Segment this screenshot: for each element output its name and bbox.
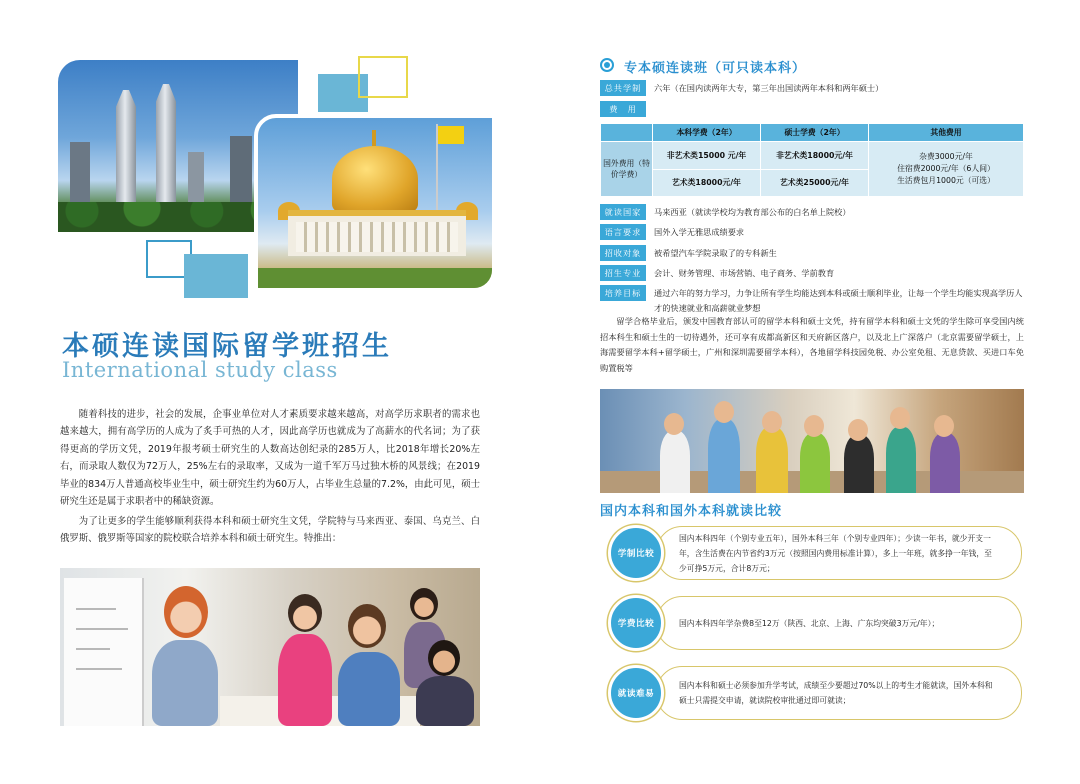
info-label: 招生专业 bbox=[600, 265, 646, 281]
info-row-duration bbox=[600, 80, 1024, 96]
comparison-text: 国内本科四年学杂费8至12万（陕西、北京、上海、广东均突破3万元/年）； bbox=[679, 618, 940, 628]
info-row-goal bbox=[600, 285, 1024, 315]
intro-paragraph-1: 随着科技的进步，社会的发展，企事业单位对人才素质要求越来越高，对高学历求职者的需求也越来越大，拥有高学历的人成为了炙手可热的人才，因此高学历也就成为了高薪水的代名词；为了获得更高的学历文凭，2019年报考硕士研究生的人数高达创纪录的285万人，比2018年增长20%左右，而录取人数仅为72万人，25%左右的录取率，又成为一道千军万马过独木桥的风景线；在2019毕业的834万人普通高校毕业生中，硕士研究生约为60万人，占毕业生总量的7.2%，由此可见，硕士研究生还是属于求职者中的稀缺资源。 bbox=[60, 409, 480, 508]
comparison-text: 国内本科和硕士必须参加升学考试，成绩至少要超过70%以上的考生才能就读，国外本科和硕士只需提交申请，就读院校审批通过即可就读； bbox=[679, 681, 993, 705]
student bbox=[844, 435, 874, 493]
comparison-badge: 学费比较 bbox=[608, 595, 664, 651]
whiteboard bbox=[64, 578, 144, 726]
table-cell: 非艺术类18000元/年 bbox=[761, 142, 869, 170]
person bbox=[152, 640, 218, 726]
info-value: 会计、财务管理、市场营销、电子商务、学前教育 bbox=[654, 268, 835, 278]
info-value: 国外入学无雅思成绩要求 bbox=[654, 227, 745, 237]
comparison-row-tuition bbox=[600, 596, 1024, 652]
students-jumping-photo bbox=[600, 389, 1024, 493]
info-label: 培养目标 bbox=[600, 285, 646, 301]
table-header: 其他费用 bbox=[869, 124, 1024, 142]
student bbox=[930, 433, 960, 493]
intro-paragraph-2: 为了让更多的学生能够顺利获得本科和硕士研究生文凭，学院特与马来西亚、泰国、乌克兰、白俄罗斯、俄罗斯等国家的院校联合培养本科和硕士研究生。特推出： bbox=[60, 516, 480, 545]
info-value: 被希望汽车学院录取了的专科新生 bbox=[654, 248, 777, 258]
other-fees-cell bbox=[869, 142, 1024, 197]
flag-icon bbox=[438, 126, 464, 144]
person bbox=[416, 676, 474, 726]
comparison-badge: 就读难易 bbox=[608, 665, 664, 721]
table-cell: 非艺术类15000 元/年 bbox=[653, 142, 761, 170]
student bbox=[756, 427, 788, 493]
comparison-row-duration bbox=[600, 526, 1024, 582]
student bbox=[886, 427, 916, 493]
program-section-title: 专本硕连读班（可只读本科） bbox=[624, 61, 807, 76]
comparison-text: 国内本科四年（个别专业五年），国外本科三年（个别专业四年）；少读一年书，就少开支一年，含生活费在内节省约3万元（按照国内费用标准计算），多上一年班，就多挣一年钱，至少可挣5万元，合计8万元； bbox=[679, 533, 992, 573]
table-row-label: 国外费用（特价学费） bbox=[601, 142, 653, 197]
info-row-language bbox=[600, 224, 1024, 240]
comparison-badge: 学制比较 bbox=[608, 525, 664, 581]
table-cell: 艺术类25000元/年 bbox=[761, 169, 869, 197]
table-header: 本科学费（2年） bbox=[653, 124, 761, 142]
comparison-row-difficulty bbox=[600, 666, 1024, 722]
info-label: 总共学制 bbox=[600, 80, 646, 96]
decor-blue-square-2 bbox=[184, 254, 248, 298]
graduation-benefits-paragraph: 留学合格毕业后，颁发中国教育部认可的留学本科和硕士文凭，持有留学本科和硕士文凭的学生除可享受国内统招本科生和硕士生的一切待遇外，还可享有成都高新区和天府新区落户，以及北上广深落户（北京需要留学硕士，上海需要留学本科+留学硕士，广州和深圳需要留学本科），各地留学科技园免税、办公室免租、无息贷款、买进口车免购置税等 bbox=[600, 316, 1024, 373]
decor-yellow-outline-square bbox=[358, 56, 408, 98]
table-cell: 艺术类18000元/年 bbox=[653, 169, 761, 197]
table-header: 硕士学费（2年） bbox=[761, 124, 869, 142]
palace-photo bbox=[254, 114, 496, 292]
info-value: 通过六年的努力学习，力争让所有学生均能达到本科或硕士顺利毕业，让每一个学生均能实现高学历人才的快速就业和高薪就业梦想 bbox=[654, 288, 1023, 313]
comparison-text-box bbox=[656, 596, 1022, 650]
info-row-fees bbox=[600, 101, 1024, 117]
comparison-text-box bbox=[656, 666, 1022, 720]
office-team-photo bbox=[60, 568, 480, 726]
info-label: 招收对象 bbox=[600, 245, 646, 261]
info-label: 就读国家 bbox=[600, 204, 646, 220]
comparison-text-box bbox=[656, 526, 1022, 580]
person bbox=[278, 634, 332, 726]
target-circle-icon bbox=[600, 58, 614, 72]
info-row-country bbox=[600, 204, 1024, 220]
right-page bbox=[540, 0, 1080, 784]
info-label: 语言要求 bbox=[600, 224, 646, 240]
other-fee: 住宿费2000元/年（6人间） bbox=[897, 164, 995, 173]
page-subtitle: International study class bbox=[62, 358, 338, 382]
info-row-majors bbox=[600, 265, 1024, 281]
page-title: 本硕连读国际留学班招生 bbox=[62, 331, 392, 362]
info-value: 六年（在国内读两年大专，第三年出国读两年本科和两年硕士） bbox=[654, 83, 884, 93]
student bbox=[800, 433, 830, 493]
info-row-target bbox=[600, 245, 1024, 261]
person bbox=[338, 652, 400, 726]
info-value: 马来西亚（就读学校均为教育部公布的白名单上院校） bbox=[654, 207, 851, 217]
golden-dome bbox=[332, 146, 418, 212]
other-fee: 生活费包月1000元（可选） bbox=[897, 176, 995, 185]
info-label: 费 用 bbox=[600, 101, 646, 117]
other-fee: 杂费3000元/年 bbox=[919, 152, 973, 161]
student bbox=[660, 431, 690, 493]
fee-table bbox=[600, 123, 1024, 197]
comparison-title: 国内本科和国外本科就读比较 bbox=[600, 504, 783, 519]
student bbox=[708, 419, 740, 493]
